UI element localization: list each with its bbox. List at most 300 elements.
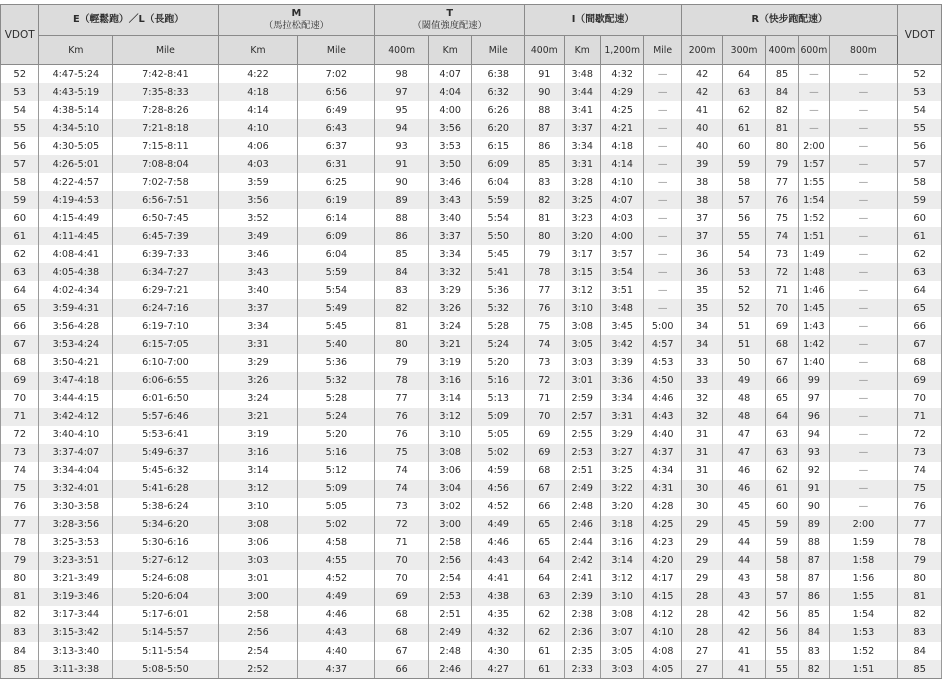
table-cell: 4:07	[428, 65, 472, 84]
table-cell: 3:13-3:40	[39, 642, 113, 660]
group-header-marathon	[218, 5, 375, 36]
table-cell: 7:21-8:18	[113, 119, 218, 137]
group-title-interval: I（間歇配速）	[571, 14, 635, 25]
table-cell: 4:35	[472, 606, 525, 624]
table-cell: 77	[765, 173, 798, 191]
table-cell: 3:29	[600, 426, 644, 444]
table-row	[1, 119, 942, 137]
vdot-cell: 52	[1, 65, 39, 84]
table-cell: 1:57	[799, 155, 829, 173]
table-cell: 4:26-5:01	[39, 155, 113, 173]
table-cell: 35	[681, 299, 722, 317]
table-cell: 3:19	[218, 426, 298, 444]
vdot-cell: 81	[1, 588, 39, 606]
table-cell: 3:44-4:15	[39, 390, 113, 408]
table-cell: 3:26	[428, 299, 472, 317]
table-cell: 4:31	[644, 480, 681, 498]
table-cell: 3:25-3:53	[39, 534, 113, 552]
table-cell: 2:41	[564, 570, 600, 588]
table-cell: 74	[765, 227, 798, 245]
table-cell: 5:57-6:46	[113, 408, 218, 426]
table-cell: 4:37	[644, 444, 681, 462]
table-cell: 2:36	[564, 624, 600, 642]
table-cell: 30	[681, 480, 722, 498]
table-cell: 71	[525, 390, 564, 408]
table-row	[1, 137, 942, 155]
table-cell: 68	[375, 624, 429, 642]
column-header: Mile	[113, 36, 218, 65]
table-cell: 3:40	[428, 209, 472, 227]
table-cell: 3:44	[564, 83, 600, 101]
table-cell: 6:14	[298, 209, 375, 227]
table-cell: 63	[723, 83, 765, 101]
table-cell: 84	[765, 83, 798, 101]
table-cell: 6:56-7:51	[113, 191, 218, 209]
table-cell: 6:45-7:39	[113, 227, 218, 245]
table-cell: —	[829, 317, 898, 335]
table-cell: 5:02	[298, 516, 375, 534]
vdot-cell: 66	[1, 317, 39, 335]
table-cell: 58	[723, 173, 765, 191]
table-cell: —	[829, 245, 898, 263]
column-header: 800m	[829, 36, 898, 65]
table-cell: 2:51	[564, 462, 600, 480]
table-cell: 5:45	[298, 317, 375, 335]
table-row	[1, 588, 942, 606]
vdot-cell: 56	[898, 137, 942, 155]
table-cell: 71	[765, 281, 798, 299]
table-cell: —	[644, 227, 681, 245]
table-cell: 40	[681, 119, 722, 137]
table-cell: 3:45	[600, 317, 644, 335]
vdot-cell: 79	[1, 552, 39, 570]
table-cell: 82	[525, 191, 564, 209]
table-cell: 4:40	[298, 642, 375, 660]
table-row	[1, 317, 942, 335]
table-cell: 6:26	[472, 101, 525, 119]
table-cell: 3:34	[428, 245, 472, 263]
table-cell: 4:08-4:41	[39, 245, 113, 263]
table-cell: 4:10	[218, 119, 298, 137]
table-cell: 5:11-5:54	[113, 642, 218, 660]
table-row	[1, 83, 942, 101]
vdot-header-left: VDOT	[1, 5, 39, 65]
vdot-cell: 63	[898, 263, 942, 281]
table-cell: —	[829, 227, 898, 245]
table-cell: 1:52	[799, 209, 829, 227]
table-cell: 3:50	[428, 155, 472, 173]
table-cell: 3:06	[428, 462, 472, 480]
table-cell: 3:48	[600, 299, 644, 317]
table-cell: 55	[723, 227, 765, 245]
table-cell: 89	[799, 516, 829, 534]
table-cell: 66	[375, 660, 429, 679]
vdot-cell: 59	[1, 191, 39, 209]
table-cell: 7:28-8:26	[113, 101, 218, 119]
table-cell: 69	[765, 317, 798, 335]
table-cell: 4:49	[298, 588, 375, 606]
table-cell: 3:12	[428, 408, 472, 426]
table-cell: 4:22-4:57	[39, 173, 113, 191]
table-cell: 6:15	[472, 137, 525, 155]
table-cell: —	[644, 137, 681, 155]
table-cell: 38	[681, 191, 722, 209]
vdot-cell: 75	[898, 480, 942, 498]
table-row	[1, 480, 942, 498]
table-row	[1, 245, 942, 263]
table-cell: 5:40	[298, 335, 375, 353]
table-cell: 37	[681, 227, 722, 245]
table-cell: 3:19-3:46	[39, 588, 113, 606]
table-cell: 5:54	[298, 281, 375, 299]
table-cell: 4:37	[298, 660, 375, 679]
table-cell: 3:27	[600, 444, 644, 462]
table-cell: 2:53	[564, 444, 600, 462]
table-cell: 1:42	[799, 335, 829, 353]
table-cell: 42	[723, 624, 765, 642]
table-cell: 1:54	[829, 606, 898, 624]
table-cell: 31	[681, 444, 722, 462]
vdot-cell: 65	[898, 299, 942, 317]
table-cell: 3:21	[218, 408, 298, 426]
table-cell: 99	[799, 372, 829, 390]
vdot-cell: 62	[898, 245, 942, 263]
table-cell: 85	[765, 65, 798, 84]
column-header: 1,200m	[600, 36, 644, 65]
table-cell: 3:32-4:01	[39, 480, 113, 498]
table-cell: 53	[723, 263, 765, 281]
table-cell: 3:32	[428, 263, 472, 281]
table-cell: 3:29	[218, 354, 298, 372]
table-cell: 2:44	[564, 534, 600, 552]
table-cell: 3:56	[428, 119, 472, 137]
table-cell: 2:52	[218, 660, 298, 679]
table-cell: 4:57	[644, 335, 681, 353]
table-cell: —	[829, 101, 898, 119]
table-cell: 62	[525, 624, 564, 642]
table-cell: 81	[525, 209, 564, 227]
table-cell: 75	[525, 317, 564, 335]
table-cell: 6:34-7:27	[113, 263, 218, 281]
column-header: Mile	[472, 36, 525, 65]
table-cell: 4:59	[472, 462, 525, 480]
table-cell: 81	[375, 317, 429, 335]
table-cell: 5:27-6:12	[113, 552, 218, 570]
table-cell: 4:43	[298, 624, 375, 642]
table-cell: 4:49	[472, 516, 525, 534]
table-cell: 3:22	[600, 480, 644, 498]
vdot-cell: 68	[1, 354, 39, 372]
table-cell: —	[829, 191, 898, 209]
table-cell: 3:07	[600, 624, 644, 642]
table-cell: —	[644, 155, 681, 173]
table-cell: 4:58	[298, 534, 375, 552]
table-cell: 3:15-3:42	[39, 624, 113, 642]
table-cell: 90	[799, 498, 829, 516]
table-cell: 65	[765, 390, 798, 408]
table-cell: 3:37	[218, 299, 298, 317]
table-cell: 3:53	[428, 137, 472, 155]
table-cell: 2:00	[829, 516, 898, 534]
table-cell: 3:15	[564, 263, 600, 281]
table-cell: 79	[765, 155, 798, 173]
table-cell: 63	[525, 588, 564, 606]
table-cell: 6:32	[472, 83, 525, 101]
table-body	[1, 65, 942, 679]
table-cell: 2:33	[564, 660, 600, 679]
group-header-threshold	[375, 5, 525, 36]
table-cell: 6:29-7:21	[113, 281, 218, 299]
table-cell: 75	[375, 444, 429, 462]
table-row	[1, 101, 942, 119]
table-cell: 6:49	[298, 101, 375, 119]
table-cell: 1:43	[799, 317, 829, 335]
vdot-cell: 81	[898, 588, 942, 606]
table-cell: 78	[525, 263, 564, 281]
table-cell: 4:41	[472, 570, 525, 588]
table-cell: 51	[723, 317, 765, 335]
table-cell: 4:17	[644, 570, 681, 588]
table-cell: 4:07	[600, 191, 644, 209]
table-cell: 3:37-4:07	[39, 444, 113, 462]
column-header: 200m	[681, 36, 722, 65]
table-cell: 4:30-5:05	[39, 137, 113, 155]
vdot-cell: 76	[898, 498, 942, 516]
table-cell: 36	[681, 263, 722, 281]
table-cell: 2:56	[428, 552, 472, 570]
table-cell: 3:37	[428, 227, 472, 245]
table-cell: 3:12	[218, 480, 298, 498]
table-cell: 77	[375, 390, 429, 408]
table-cell: 2:35	[564, 642, 600, 660]
table-cell: 4:05	[644, 660, 681, 679]
table-cell: 96	[799, 408, 829, 426]
table-cell: 2:48	[428, 642, 472, 660]
table-cell: 6:01-6:50	[113, 390, 218, 408]
table-cell: —	[644, 209, 681, 227]
table-cell: 3:25	[600, 462, 644, 480]
table-cell: 49	[723, 372, 765, 390]
table-cell: 61	[525, 642, 564, 660]
table-cell: 4:28	[644, 498, 681, 516]
table-cell: 4:25	[644, 516, 681, 534]
table-cell: 98	[375, 65, 429, 84]
table-cell: —	[829, 83, 898, 101]
table-cell: 4:25	[600, 101, 644, 119]
table-cell: 4:05-4:38	[39, 263, 113, 281]
vdot-cell: 58	[1, 173, 39, 191]
table-cell: 5:00	[644, 317, 681, 335]
table-cell: —	[644, 245, 681, 263]
vdot-cell: 79	[898, 552, 942, 570]
vdot-cell: 85	[1, 660, 39, 679]
table-cell: 5:05	[472, 426, 525, 444]
table-cell: 44	[723, 552, 765, 570]
table-cell: 3:14	[428, 390, 472, 408]
table-cell: 1:56	[829, 570, 898, 588]
table-cell: 78	[375, 372, 429, 390]
table-cell: 4:32	[600, 65, 644, 84]
table-cell: 88	[375, 209, 429, 227]
table-cell: 5:13	[472, 390, 525, 408]
table-cell: 29	[681, 516, 722, 534]
table-cell: 5:20	[298, 426, 375, 444]
table-cell: 82	[765, 101, 798, 119]
table-cell: 3:12	[564, 281, 600, 299]
table-cell: 4:19-4:53	[39, 191, 113, 209]
table-cell: 2:56	[218, 624, 298, 642]
table-cell: 69	[375, 588, 429, 606]
table-cell: 4:52	[472, 498, 525, 516]
table-cell: 7:42-8:41	[113, 65, 218, 84]
table-cell: 32	[681, 408, 722, 426]
table-cell: 3:11-3:38	[39, 660, 113, 679]
table-cell: 3:46	[218, 245, 298, 263]
vdot-cell: 77	[898, 516, 942, 534]
table-cell: 1:55	[829, 588, 898, 606]
table-cell: 71	[375, 534, 429, 552]
table-cell: 48	[723, 408, 765, 426]
table-cell: 3:43	[218, 263, 298, 281]
table-row	[1, 426, 942, 444]
table-cell: 3:47-4:18	[39, 372, 113, 390]
vdot-cell: 64	[1, 281, 39, 299]
table-cell: 94	[799, 426, 829, 444]
vdot-cell: 57	[1, 155, 39, 173]
table-cell: 5:49	[298, 299, 375, 317]
table-cell: 41	[681, 101, 722, 119]
table-cell: 74	[375, 462, 429, 480]
table-cell: 32	[681, 390, 722, 408]
table-cell: 6:50-7:45	[113, 209, 218, 227]
table-cell: 64	[765, 408, 798, 426]
table-cell: 5:45-6:32	[113, 462, 218, 480]
vdot-cell: 55	[898, 119, 942, 137]
table-cell: 3:29	[428, 281, 472, 299]
table-cell: 5:38-6:24	[113, 498, 218, 516]
table-cell: 2:55	[564, 426, 600, 444]
table-cell: —	[829, 209, 898, 227]
table-cell: 3:26	[218, 372, 298, 390]
table-cell: 74	[525, 335, 564, 353]
table-cell: 5:24	[472, 335, 525, 353]
column-header: Mile	[644, 36, 681, 65]
table-cell: 84	[375, 263, 429, 281]
table-cell: 3:21-3:49	[39, 570, 113, 588]
table-cell: —	[644, 281, 681, 299]
table-cell: 4:22	[218, 65, 298, 84]
table-cell: 52	[723, 281, 765, 299]
vdot-cell: 69	[1, 372, 39, 390]
table-cell: 2:49	[564, 480, 600, 498]
table-cell: 5:14-5:57	[113, 624, 218, 642]
table-cell: 3:28-3:56	[39, 516, 113, 534]
vdot-cell: 60	[1, 209, 39, 227]
table-cell: 55	[765, 642, 798, 660]
table-row	[1, 173, 942, 191]
table-cell: 3:31	[218, 335, 298, 353]
table-cell: 4:53	[644, 354, 681, 372]
table-cell: 97	[799, 390, 829, 408]
table-row	[1, 227, 942, 245]
table-cell: 90	[375, 173, 429, 191]
vdot-cell: 62	[1, 245, 39, 263]
table-cell: 59	[723, 155, 765, 173]
table-cell: 95	[375, 101, 429, 119]
group-title-easy-long: E（輕鬆跑）／L（長跑）	[73, 14, 184, 25]
table-cell: —	[829, 335, 898, 353]
table-cell: 7:08-8:04	[113, 155, 218, 173]
table-cell: 3:20	[564, 227, 600, 245]
table-cell: 3:20	[600, 498, 644, 516]
vdot-cell: 52	[898, 65, 942, 84]
table-cell: 44	[723, 534, 765, 552]
table-cell: 56	[765, 606, 798, 624]
table-cell: 5:17-6:01	[113, 606, 218, 624]
table-cell: 2:57	[564, 408, 600, 426]
table-cell: 3:34	[218, 317, 298, 335]
table-cell: 5:09	[298, 480, 375, 498]
table-cell: 83	[375, 281, 429, 299]
table-cell: 3:39	[600, 354, 644, 372]
table-cell: 86	[375, 227, 429, 245]
group-header-interval	[525, 5, 682, 36]
table-cell: 81	[765, 119, 798, 137]
table-cell: 4:43-5:19	[39, 83, 113, 101]
vdot-cell: 68	[898, 354, 942, 372]
table-cell: 3:03	[600, 660, 644, 679]
table-cell: 70	[525, 408, 564, 426]
table-cell: —	[829, 155, 898, 173]
table-cell: 6:24-7:16	[113, 299, 218, 317]
table-cell: 80	[525, 227, 564, 245]
table-cell: 68	[525, 462, 564, 480]
table-cell: —	[829, 299, 898, 317]
table-cell: 76	[765, 191, 798, 209]
table-cell: 6:04	[472, 173, 525, 191]
table-cell: 5:24	[298, 408, 375, 426]
table-cell: 6:31	[298, 155, 375, 173]
group-title-marathon: M	[291, 8, 302, 19]
table-cell: 5:28	[298, 390, 375, 408]
table-cell: 1:49	[799, 245, 829, 263]
vdot-cell: 67	[898, 335, 942, 353]
table-cell: 61	[525, 660, 564, 679]
group-subtitle-marathon: （馬拉松配速）	[263, 20, 329, 31]
table-cell: 3:56	[218, 191, 298, 209]
table-cell: 54	[723, 245, 765, 263]
table-cell: 1:51	[829, 660, 898, 679]
table-cell: 4:00	[428, 101, 472, 119]
table-cell: 30	[681, 498, 722, 516]
table-cell: 86	[799, 588, 829, 606]
table-cell: 72	[375, 516, 429, 534]
table-cell: 3:12	[600, 570, 644, 588]
table-cell: 42	[681, 65, 722, 84]
table-cell: 5:45	[472, 245, 525, 263]
table-cell: 6:20	[472, 119, 525, 137]
table-cell: 28	[681, 588, 722, 606]
vdot-pace-table	[0, 4, 942, 679]
table-cell: 43	[723, 570, 765, 588]
table-cell: 76	[375, 426, 429, 444]
table-cell: 65	[525, 516, 564, 534]
table-cell: 3:02	[428, 498, 472, 516]
table-row	[1, 624, 942, 642]
table-cell: 3:16	[218, 444, 298, 462]
table-cell: 46	[723, 462, 765, 480]
table-cell: 6:10-7:00	[113, 354, 218, 372]
